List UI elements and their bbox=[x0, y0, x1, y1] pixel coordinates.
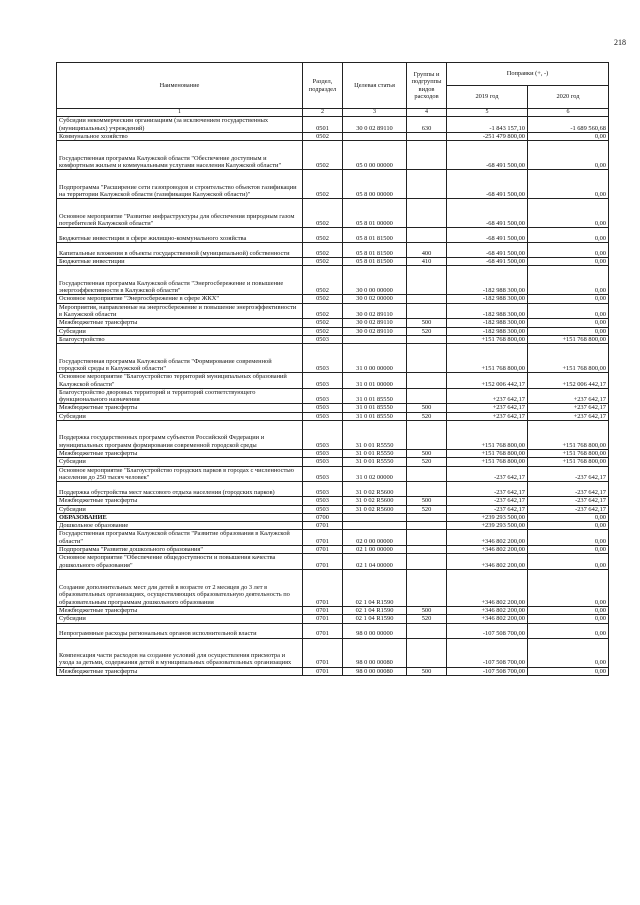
row-group bbox=[407, 344, 447, 373]
row-section: 0502 bbox=[303, 303, 343, 319]
row-amount-2020: +237 642,17 bbox=[528, 412, 609, 420]
row-amount-2020: 0,00 bbox=[528, 606, 609, 614]
row-name: ОБРАЗОВАНИЕ bbox=[57, 513, 303, 521]
row-amount-2019: -182 988 300,00 bbox=[447, 319, 528, 327]
row-article: 31 0 01 R5550 bbox=[343, 458, 407, 466]
row-amount-2020: 0,00 bbox=[528, 303, 609, 319]
row-group bbox=[407, 546, 447, 554]
row-name: Благоустройство дворовых территорий и территорий соответствующего функционального назначения bbox=[57, 388, 303, 404]
row-group: 630 bbox=[407, 117, 447, 133]
row-section: 0701 bbox=[303, 554, 343, 570]
row-article: 31 0 01 R5550 bbox=[343, 421, 407, 450]
row-group: 500 bbox=[407, 450, 447, 458]
row-name: Межбюджетные трансферты bbox=[57, 450, 303, 458]
row-amount-2019: -1 843 157,10 bbox=[447, 117, 528, 133]
row-group: 500 bbox=[407, 606, 447, 614]
row-section: 0701 bbox=[303, 530, 343, 546]
row-group bbox=[407, 266, 447, 295]
row-amount-2020: +151 768 800,00 bbox=[528, 421, 609, 450]
table-row bbox=[57, 513, 609, 521]
row-name: Межбюджетные трансферты bbox=[57, 319, 303, 327]
row-amount-2019: +152 006 442,17 bbox=[447, 373, 528, 389]
row-amount-2020: +151 768 800,00 bbox=[528, 458, 609, 466]
row-amount-2019: -182 988 300,00 bbox=[447, 266, 528, 295]
row-group bbox=[407, 569, 447, 606]
table-row bbox=[57, 199, 609, 228]
row-name: Субсидии bbox=[57, 412, 303, 420]
row-name: Подпрограмма "Расширение сети газопроводов и строительство объектов газификации на территории Калужской области (газификация Калужской области)" bbox=[57, 170, 303, 199]
row-amount-2019: +346 802 200,00 bbox=[447, 569, 528, 606]
table-row bbox=[57, 303, 609, 319]
row-name: Бюджетные инвестиции bbox=[57, 258, 303, 266]
table-row bbox=[57, 554, 609, 570]
row-name: Основное мероприятие "Обеспечение общедоступности и повышения качества дошкольного образования" bbox=[57, 554, 303, 570]
row-section: 0502 bbox=[303, 170, 343, 199]
row-article: 31 0 01 85550 bbox=[343, 412, 407, 420]
row-name: Дошкольное образование bbox=[57, 522, 303, 530]
row-article: 02 1 00 00000 bbox=[343, 546, 407, 554]
row-amount-2019: -237 642,17 bbox=[447, 482, 528, 497]
row-name: Создание дополнительных мест для детей в возрасте от 2 месяцев до 3 лет в образовательных организациях, осуществляющих образовательную деятельность по образовательным программам дошкольного образования bbox=[57, 569, 303, 606]
row-article: 98 0 00 00000 bbox=[343, 623, 407, 638]
row-name: Межбюджетные трансферты bbox=[57, 667, 303, 675]
row-amount-2019: -251 479 800,00 bbox=[447, 132, 528, 140]
table-body bbox=[57, 117, 609, 676]
row-group bbox=[407, 530, 447, 546]
row-amount-2020: 0,00 bbox=[528, 141, 609, 170]
row-group bbox=[407, 522, 447, 530]
row-amount-2020: 0,00 bbox=[528, 638, 609, 667]
row-amount-2020: -237 642,17 bbox=[528, 466, 609, 482]
row-section: 0503 bbox=[303, 458, 343, 466]
row-group bbox=[407, 638, 447, 667]
row-group: 520 bbox=[407, 412, 447, 420]
row-group: 500 bbox=[407, 667, 447, 675]
col-number: 3 bbox=[343, 109, 407, 117]
row-name: Бюджетные инвестиции в сфере жилищно-коммунального хозяйства bbox=[57, 228, 303, 243]
row-group bbox=[407, 482, 447, 497]
header-article: Целевая статья bbox=[343, 63, 407, 109]
row-group: 400 bbox=[407, 243, 447, 258]
row-amount-2020: 0,00 bbox=[528, 623, 609, 638]
row-amount-2020: +152 006 442,17 bbox=[528, 373, 609, 389]
row-group: 500 bbox=[407, 404, 447, 412]
row-amount-2019: -182 988 300,00 bbox=[447, 327, 528, 335]
row-name: Субсидии bbox=[57, 505, 303, 513]
table-row bbox=[57, 344, 609, 373]
row-article: 30 0 02 89110 bbox=[343, 319, 407, 327]
row-amount-2020: -237 642,17 bbox=[528, 505, 609, 513]
table-row bbox=[57, 243, 609, 258]
row-article: 31 0 02 R5600 bbox=[343, 482, 407, 497]
row-article: 31 0 02 00000 bbox=[343, 466, 407, 482]
row-amount-2020: +237 642,17 bbox=[528, 404, 609, 412]
row-amount-2019: -237 642,17 bbox=[447, 466, 528, 482]
header-name: Наименование bbox=[57, 63, 303, 109]
row-group bbox=[407, 388, 447, 404]
row-amount-2020: +237 642,17 bbox=[528, 388, 609, 404]
row-name: Государственная программа Калужской области "Энергосбережение и повышение энергоэффективности в Калужской области" bbox=[57, 266, 303, 295]
table-row bbox=[57, 295, 609, 303]
row-name: Межбюджетные трансферты bbox=[57, 404, 303, 412]
row-section: 0502 bbox=[303, 243, 343, 258]
row-article: 02 1 04 R1590 bbox=[343, 615, 407, 623]
row-article: 30 0 02 89110 bbox=[343, 327, 407, 335]
row-amount-2019: -107 508 700,00 bbox=[447, 623, 528, 638]
row-section: 0502 bbox=[303, 266, 343, 295]
row-amount-2020: -1 689 560,68 bbox=[528, 117, 609, 133]
row-article: 02 1 04 00000 bbox=[343, 554, 407, 570]
row-name: Капитальные вложения в объекты государственной (муниципальной) собственности bbox=[57, 243, 303, 258]
row-section: 0701 bbox=[303, 522, 343, 530]
row-name: Коммунальное хозяйство bbox=[57, 132, 303, 140]
row-article: 30 0 00 00000 bbox=[343, 266, 407, 295]
table-row bbox=[57, 388, 609, 404]
row-group bbox=[407, 554, 447, 570]
row-section: 0502 bbox=[303, 319, 343, 327]
row-section: 0503 bbox=[303, 482, 343, 497]
row-name: Основное мероприятие "Благоустройство городских парков в городах с численностью населения до 250 тысяч человек" bbox=[57, 466, 303, 482]
row-amount-2019: -107 508 700,00 bbox=[447, 667, 528, 675]
row-group: 410 bbox=[407, 258, 447, 266]
row-amount-2019: +237 642,17 bbox=[447, 412, 528, 420]
row-name: Подпрограмма "Развитие дошкольного образования" bbox=[57, 546, 303, 554]
row-name: Межбюджетные трансферты bbox=[57, 497, 303, 505]
row-article: 05 0 00 00000 bbox=[343, 141, 407, 170]
row-amount-2020: 0,00 bbox=[528, 667, 609, 675]
row-article: 30 0 02 00000 bbox=[343, 295, 407, 303]
row-amount-2020: +151 768 800,00 bbox=[528, 450, 609, 458]
row-article: 02 1 04 R1590 bbox=[343, 569, 407, 606]
row-article: 05 8 01 81500 bbox=[343, 228, 407, 243]
header-amendments: Поправки (+, -) bbox=[447, 63, 609, 86]
row-name: Поддержка государственных программ субъектов Российской Федерации и муниципальных программ формирования современной городской среды bbox=[57, 421, 303, 450]
row-section: 0502 bbox=[303, 141, 343, 170]
row-amount-2019: -68 491 500,00 bbox=[447, 199, 528, 228]
row-amount-2019: -68 491 500,00 bbox=[447, 258, 528, 266]
table-row bbox=[57, 522, 609, 530]
budget-amendments-table bbox=[56, 62, 609, 676]
row-amount-2019: -182 988 300,00 bbox=[447, 303, 528, 319]
row-amount-2020: 0,00 bbox=[528, 554, 609, 570]
row-group bbox=[407, 199, 447, 228]
row-group bbox=[407, 513, 447, 521]
row-section: 0701 bbox=[303, 546, 343, 554]
row-article: 31 0 00 00000 bbox=[343, 344, 407, 373]
row-article: 05 8 01 00000 bbox=[343, 199, 407, 228]
row-amount-2019: -68 491 500,00 bbox=[447, 243, 528, 258]
row-article bbox=[343, 513, 407, 521]
row-name: Непрограммные расходы региональных органов исполнительной власти bbox=[57, 623, 303, 638]
row-amount-2020: 0,00 bbox=[528, 327, 609, 335]
row-section: 0701 bbox=[303, 606, 343, 614]
row-section: 0701 bbox=[303, 667, 343, 675]
row-article: 31 0 01 85550 bbox=[343, 404, 407, 412]
row-amount-2019: +151 768 800,00 bbox=[447, 335, 528, 343]
row-section: 0502 bbox=[303, 295, 343, 303]
row-group bbox=[407, 295, 447, 303]
row-article: 98 0 00 00080 bbox=[343, 638, 407, 667]
table-row bbox=[57, 450, 609, 458]
table-row bbox=[57, 132, 609, 140]
row-group bbox=[407, 141, 447, 170]
row-amount-2020: +151 768 800,00 bbox=[528, 335, 609, 343]
table-row bbox=[57, 606, 609, 614]
table-row bbox=[57, 373, 609, 389]
row-amount-2020: +151 768 800,00 bbox=[528, 344, 609, 373]
table-row bbox=[57, 266, 609, 295]
row-section: 0503 bbox=[303, 466, 343, 482]
row-section: 0701 bbox=[303, 569, 343, 606]
table-row bbox=[57, 546, 609, 554]
table-row bbox=[57, 141, 609, 170]
row-amount-2020: 0,00 bbox=[528, 199, 609, 228]
table-row bbox=[57, 667, 609, 675]
table-row bbox=[57, 170, 609, 199]
row-name: Основное мероприятие "Благоустройство территорий муниципальных образований Калужской области" bbox=[57, 373, 303, 389]
row-article: 05 8 00 00000 bbox=[343, 170, 407, 199]
row-name: Субсидии bbox=[57, 615, 303, 623]
row-amount-2019: +239 293 500,00 bbox=[447, 513, 528, 521]
table-row bbox=[57, 638, 609, 667]
row-amount-2019: +239 293 500,00 bbox=[447, 522, 528, 530]
row-name: Государственная программа Калужской области "Формирование современной городской среды в Калужской области" bbox=[57, 344, 303, 373]
row-group bbox=[407, 170, 447, 199]
row-section: 0503 bbox=[303, 497, 343, 505]
table-row bbox=[57, 505, 609, 513]
row-amount-2020: 0,00 bbox=[528, 228, 609, 243]
row-amount-2020: 0,00 bbox=[528, 132, 609, 140]
row-section: 0502 bbox=[303, 199, 343, 228]
row-article: 31 0 02 R5600 bbox=[343, 505, 407, 513]
row-amount-2020: 0,00 bbox=[528, 170, 609, 199]
row-section: 0503 bbox=[303, 505, 343, 513]
row-section: 0502 bbox=[303, 132, 343, 140]
row-article: 31 0 02 R5600 bbox=[343, 497, 407, 505]
row-article: 30 0 02 89110 bbox=[343, 303, 407, 319]
row-section: 0701 bbox=[303, 638, 343, 667]
row-name: Основное мероприятие "Развитие инфраструктуры для обеспечения природным газом потребителей Калужской области" bbox=[57, 199, 303, 228]
col-number: 6 bbox=[528, 109, 609, 117]
row-name: Государственная программа Калужской области "Обеспечение доступным и комфортным жильем и коммунальными услугами населения Калужской области" bbox=[57, 141, 303, 170]
row-amount-2020: 0,00 bbox=[528, 615, 609, 623]
row-amount-2020: -237 642,17 bbox=[528, 497, 609, 505]
row-amount-2019: -237 642,17 bbox=[447, 497, 528, 505]
table-row bbox=[57, 228, 609, 243]
row-section: 0503 bbox=[303, 344, 343, 373]
row-name: Мероприятия, направленные на энергосбережение и повышение энергоэффективности в Калужской области bbox=[57, 303, 303, 319]
table-row bbox=[57, 319, 609, 327]
row-article: 30 0 02 89110 bbox=[343, 117, 407, 133]
col-number: 2 bbox=[303, 109, 343, 117]
table-row bbox=[57, 615, 609, 623]
row-name: Субсидии некоммерческим организациям (за исключением государственных (муниципальных) учреждений) bbox=[57, 117, 303, 133]
row-article: 05 8 01 81500 bbox=[343, 258, 407, 266]
row-amount-2019: +151 768 800,00 bbox=[447, 458, 528, 466]
table-row bbox=[57, 412, 609, 420]
row-amount-2019: -68 491 500,00 bbox=[447, 170, 528, 199]
table-row bbox=[57, 569, 609, 606]
table-row bbox=[57, 117, 609, 133]
row-group: 500 bbox=[407, 497, 447, 505]
row-article: 31 0 01 00000 bbox=[343, 373, 407, 389]
row-article bbox=[343, 335, 407, 343]
row-amount-2020: 0,00 bbox=[528, 522, 609, 530]
row-group: 500 bbox=[407, 319, 447, 327]
header-2020: 2020 год bbox=[528, 86, 609, 109]
row-section: 0502 bbox=[303, 258, 343, 266]
page-number: 218 bbox=[614, 38, 626, 47]
table-row bbox=[57, 623, 609, 638]
table-row bbox=[57, 482, 609, 497]
row-article bbox=[343, 522, 407, 530]
row-section: 0701 bbox=[303, 615, 343, 623]
row-amount-2019: -68 491 500,00 bbox=[447, 141, 528, 170]
row-group bbox=[407, 303, 447, 319]
row-amount-2019: +237 642,17 bbox=[447, 404, 528, 412]
row-group: 520 bbox=[407, 615, 447, 623]
table-row bbox=[57, 404, 609, 412]
row-amount-2019: +346 802 200,00 bbox=[447, 546, 528, 554]
row-group: 520 bbox=[407, 458, 447, 466]
row-amount-2019: +346 802 200,00 bbox=[447, 554, 528, 570]
row-amount-2020: 0,00 bbox=[528, 530, 609, 546]
row-article bbox=[343, 132, 407, 140]
row-section: 0503 bbox=[303, 404, 343, 412]
row-section: 0700 bbox=[303, 513, 343, 521]
row-amount-2019: +346 802 200,00 bbox=[447, 530, 528, 546]
col-number: 5 bbox=[447, 109, 528, 117]
row-amount-2020: 0,00 bbox=[528, 295, 609, 303]
col-number: 1 bbox=[57, 109, 303, 117]
col-number: 4 bbox=[407, 109, 447, 117]
row-amount-2019: +151 768 800,00 bbox=[447, 421, 528, 450]
row-section: 0503 bbox=[303, 421, 343, 450]
row-section: 0701 bbox=[303, 623, 343, 638]
row-article: 02 0 00 00000 bbox=[343, 530, 407, 546]
row-article: 31 0 01 R5550 bbox=[343, 450, 407, 458]
row-name: Компенсация части расходов на создание условий для осуществления присмотра и ухода за детьми, содержания детей в муниципальных образовательных организациях bbox=[57, 638, 303, 667]
row-article: 31 0 01 85550 bbox=[343, 388, 407, 404]
table-row bbox=[57, 421, 609, 450]
row-amount-2020: 0,00 bbox=[528, 319, 609, 327]
row-section: 0502 bbox=[303, 228, 343, 243]
row-name: Поддержка обустройства мест массового отдыха населения (городских парков) bbox=[57, 482, 303, 497]
row-name: Государственная программа Калужской области "Развитие образования в Калужской области" bbox=[57, 530, 303, 546]
row-amount-2019: -107 508 700,00 bbox=[447, 638, 528, 667]
row-group bbox=[407, 623, 447, 638]
table-row bbox=[57, 458, 609, 466]
table-row bbox=[57, 335, 609, 343]
row-amount-2019: +346 802 200,00 bbox=[447, 606, 528, 614]
table-row bbox=[57, 497, 609, 505]
row-name: Основное мероприятие "Энергосбережение в сфере ЖКХ" bbox=[57, 295, 303, 303]
row-article: 98 0 00 00080 bbox=[343, 667, 407, 675]
row-amount-2020: 0,00 bbox=[528, 513, 609, 521]
row-group bbox=[407, 466, 447, 482]
row-amount-2020: 0,00 bbox=[528, 569, 609, 606]
row-amount-2019: -237 642,17 bbox=[447, 505, 528, 513]
row-amount-2019: -182 988 300,00 bbox=[447, 295, 528, 303]
row-article: 02 1 04 R1590 bbox=[343, 606, 407, 614]
row-group: 520 bbox=[407, 505, 447, 513]
row-amount-2019: +151 768 800,00 bbox=[447, 450, 528, 458]
row-section: 0503 bbox=[303, 450, 343, 458]
row-section: 0502 bbox=[303, 327, 343, 335]
row-section: 0503 bbox=[303, 335, 343, 343]
row-amount-2019: +237 642,17 bbox=[447, 388, 528, 404]
row-amount-2020: 0,00 bbox=[528, 258, 609, 266]
row-group: 520 bbox=[407, 327, 447, 335]
row-section: 0503 bbox=[303, 388, 343, 404]
row-group bbox=[407, 421, 447, 450]
row-amount-2019: -68 491 500,00 bbox=[447, 228, 528, 243]
header-2019: 2019 год bbox=[447, 86, 528, 109]
row-name: Субсидии bbox=[57, 458, 303, 466]
row-name: Субсидии bbox=[57, 327, 303, 335]
row-group bbox=[407, 373, 447, 389]
row-amount-2020: 0,00 bbox=[528, 546, 609, 554]
row-group bbox=[407, 132, 447, 140]
row-section: 0503 bbox=[303, 412, 343, 420]
row-amount-2020: -237 642,17 bbox=[528, 482, 609, 497]
row-amount-2019: +151 768 800,00 bbox=[447, 344, 528, 373]
row-amount-2020: 0,00 bbox=[528, 266, 609, 295]
table-row bbox=[57, 327, 609, 335]
header-group: Группы и подгруппы видов расходов bbox=[407, 63, 447, 109]
row-group bbox=[407, 335, 447, 343]
row-amount-2020: 0,00 bbox=[528, 243, 609, 258]
table-row bbox=[57, 530, 609, 546]
header-section: Раздел, подраздел bbox=[303, 63, 343, 109]
row-section: 0501 bbox=[303, 117, 343, 133]
row-group bbox=[407, 228, 447, 243]
row-name: Межбюджетные трансферты bbox=[57, 606, 303, 614]
row-article: 05 8 01 81500 bbox=[343, 243, 407, 258]
row-name: Благоустройство bbox=[57, 335, 303, 343]
row-amount-2019: +346 802 200,00 bbox=[447, 615, 528, 623]
row-section: 0503 bbox=[303, 373, 343, 389]
table-row bbox=[57, 258, 609, 266]
table-row bbox=[57, 466, 609, 482]
